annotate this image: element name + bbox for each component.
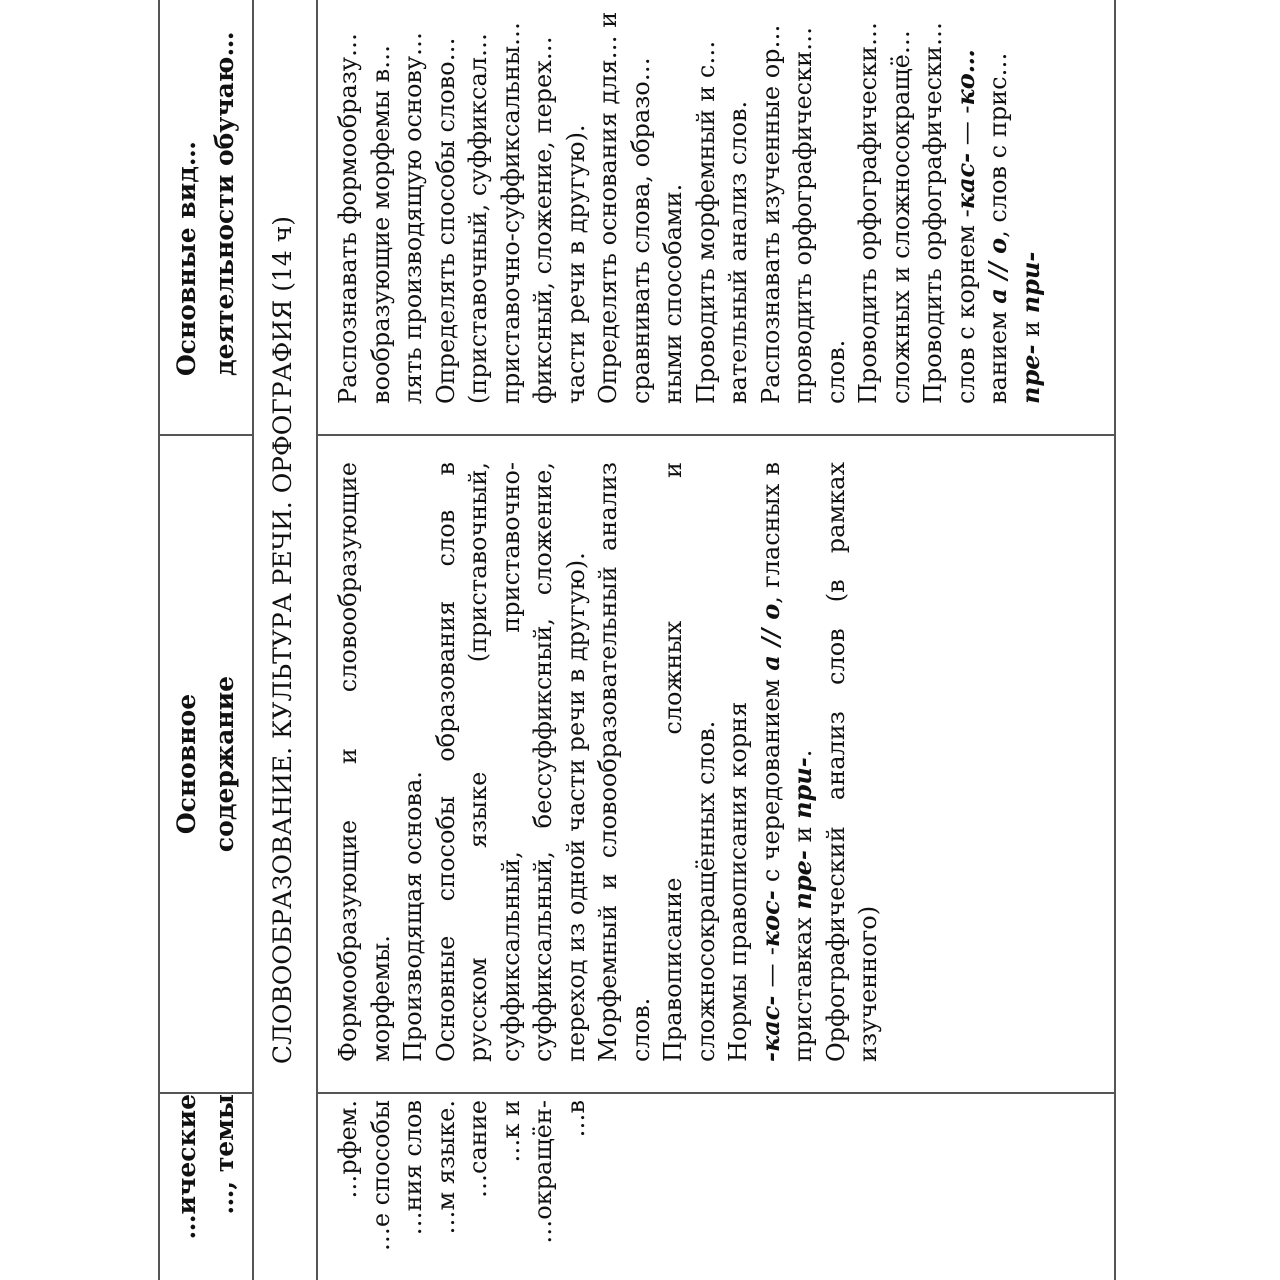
content-paragraph-spelling-rules: -кас- — -кос- с чередованием а // о, гласных в приставках пре- и при-.	[755, 461, 817, 1062]
table-bottom-border	[1114, 0, 1116, 1280]
content-cell	[332, 462, 885, 1062]
activities-paragraph: Распознавать изученные ор… проводить орфографически… слов.	[756, 24, 850, 404]
content-paragraph: Правописание сложных и сложносокращённых слов.	[659, 462, 720, 1062]
topics-line: …сание	[464, 1100, 492, 1198]
column-header-activities: Основные вид… деятельности обучаю…	[172, 31, 239, 376]
topics-line: …окращён-	[529, 1100, 557, 1244]
header-bottom-rule	[252, 0, 254, 1280]
activities-paragraph: Проводить морфемный и с… вательный анализ слов.	[691, 40, 752, 404]
content-paragraph: Основные способы образования слов в русском языке (приставочный, суффиксальный, приставочно-суффиксальный, бессуффиксный, сложение, переход из одной части речи в другую).	[431, 462, 590, 1062]
activities-paragraph: Распознавать формообразу… вообразующие морфемы в… лять производящую основу…	[334, 31, 427, 404]
activities-cell	[332, 4, 1047, 404]
topics-line: …м языке.	[431, 1100, 460, 1235]
column-divider-2-body	[316, 434, 1116, 436]
topics-line: …ния слов	[399, 1100, 427, 1236]
column-divider-1-body	[316, 1092, 1116, 1094]
content-paragraph: Формообразующие и словообразующие морфемы.	[334, 462, 395, 1062]
topics-line: …рфем.	[334, 1100, 362, 1199]
content-paragraph: Нормы правописания корня	[724, 701, 752, 1062]
activities-paragraph-spelling: Проводить орфографически… слов с корнем -кас- — -ко… ванием а // о, слов с прис… пре- и при-	[919, 21, 1045, 404]
activities-paragraph: Определять способы слово… (приставочный, суффиксал… приставочно-суффиксальны… фиксный, сложение, перех… части речи в другую).	[431, 21, 590, 404]
topics-line: …в	[561, 1100, 590, 1138]
topics-line: …к и	[496, 1100, 525, 1163]
table-top-border	[158, 0, 160, 1280]
section-bottom-rule	[316, 0, 318, 1280]
content-paragraph: Производящая основа.	[399, 771, 427, 1062]
column-header-topics: …ические …, темы	[172, 1094, 239, 1240]
topics-line: …е способы	[366, 1100, 395, 1252]
content-paragraph: Орфографический анализ слов (в рамках изученного)	[821, 462, 882, 1062]
topics-cell	[332, 1100, 592, 1280]
activities-paragraph: Определять основания для… и сравнивать слова, образо… ными способами.	[594, 11, 687, 404]
activities-paragraph: Проводить орфографически… сложных и сложносокращё…	[854, 21, 915, 404]
column-header-content: Основное содержание	[172, 675, 239, 853]
section-heading: СЛОВООБРАЗОВАНИЕ. КУЛЬТУРА РЕЧИ. ОРФОГРАФИЯ (14 ч)	[268, 215, 297, 1065]
content-paragraph: Морфемный и словообразовательный анализ слов.	[594, 462, 655, 1062]
